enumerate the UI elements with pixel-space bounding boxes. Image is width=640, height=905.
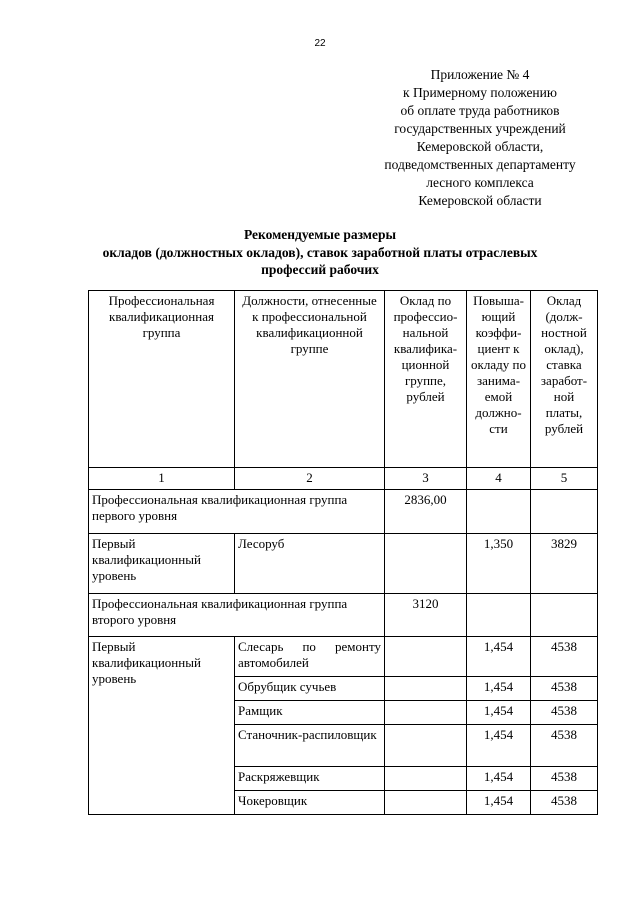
position-pay: 4538 — [531, 767, 598, 791]
empty-cell — [385, 701, 467, 725]
position-pay: 4538 — [531, 791, 598, 815]
column-number: 1 — [89, 468, 235, 490]
header-cell: Повыша-ющий коэффи-циент к окладу по занима-емой должно-сти — [467, 291, 531, 468]
heading-line: Рекомендуемые размеры — [243, 227, 397, 242]
position-title: Слесарь по ремонту автомобилей — [235, 637, 385, 677]
group-name: Профессиональная квалификационная группа первого уровня — [89, 490, 385, 534]
position-title: Лесоруб — [235, 534, 385, 594]
appendix-line: об оплате труда работников — [400, 103, 560, 118]
empty-cell — [467, 490, 531, 534]
empty-cell — [385, 767, 467, 791]
position-pay: 4538 — [531, 725, 598, 767]
position-title: Чокеровщик — [235, 791, 385, 815]
position-pay: 4538 — [531, 677, 598, 701]
group-row — [89, 490, 598, 534]
empty-cell — [385, 791, 467, 815]
level-name: Первый квалификационный уровень — [89, 534, 235, 594]
appendix-line: подведомственных департаменту — [384, 157, 576, 172]
position-title: Станочник-распиловщик — [235, 725, 385, 767]
group-salary: 2836,00 — [385, 490, 467, 534]
table-row — [89, 534, 598, 594]
position-coefficient: 1,454 — [467, 725, 531, 767]
appendix-line: государственных учреждений — [394, 121, 566, 136]
level-name: Первый квалификационный уровень — [89, 637, 235, 815]
column-number: 3 — [385, 468, 467, 490]
position-pay: 4538 — [531, 637, 598, 677]
empty-cell — [467, 594, 531, 637]
document-heading — [60, 226, 580, 279]
appendix-block — [350, 66, 610, 210]
column-number: 4 — [467, 468, 531, 490]
appendix-line: лесного комплекса — [426, 175, 534, 190]
heading-line: профессий рабочих — [261, 262, 379, 277]
page-number: 22 — [314, 38, 326, 49]
column-number: 2 — [235, 468, 385, 490]
position-coefficient: 1,350 — [467, 534, 531, 594]
group-salary: 3120 — [385, 594, 467, 637]
appendix-line: Приложение № 4 — [430, 67, 530, 82]
heading-line: окладов (должностных окладов), ставок заработной платы отраслевых — [102, 244, 538, 260]
header-cell: Должности, отнесенные к профессиональной квалификационной группе — [235, 291, 385, 468]
appendix-line: к Примерному положению — [403, 85, 557, 100]
position-pay: 3829 — [531, 534, 598, 594]
empty-cell — [531, 490, 598, 534]
empty-cell — [385, 637, 467, 677]
position-title: Обрубщик сучьев — [235, 677, 385, 701]
header-cell: Оклад по профессио-нальной квалифика-ционной группе, рублей — [385, 291, 467, 468]
position-coefficient: 1,454 — [467, 637, 531, 677]
column-number: 5 — [531, 468, 598, 490]
header-cell: Профессиональная квалификационная группа — [89, 291, 235, 468]
column-number-row — [89, 468, 598, 490]
appendix-line: Кемеровской области — [418, 193, 542, 208]
position-coefficient: 1,454 — [467, 767, 531, 791]
position-pay: 4538 — [531, 701, 598, 725]
empty-cell — [531, 594, 598, 637]
position-coefficient: 1,454 — [467, 701, 531, 725]
table-header-row — [89, 291, 598, 468]
empty-cell — [385, 725, 467, 767]
position-title: Раскряжевщик — [235, 767, 385, 791]
position-title: Рамщик — [235, 701, 385, 725]
appendix-line: Кемеровской области, — [416, 139, 544, 154]
empty-cell — [385, 677, 467, 701]
position-coefficient: 1,454 — [467, 677, 531, 701]
salary-table — [88, 290, 598, 815]
group-row — [89, 594, 598, 637]
table-row — [89, 637, 598, 677]
empty-cell — [385, 534, 467, 594]
position-coefficient: 1,454 — [467, 791, 531, 815]
header-cell: Оклад (долж-ностной оклад), ставка заработ-ной платы, рублей — [531, 291, 598, 468]
group-name: Профессиональная квалификационная группа второго уровня — [89, 594, 385, 637]
